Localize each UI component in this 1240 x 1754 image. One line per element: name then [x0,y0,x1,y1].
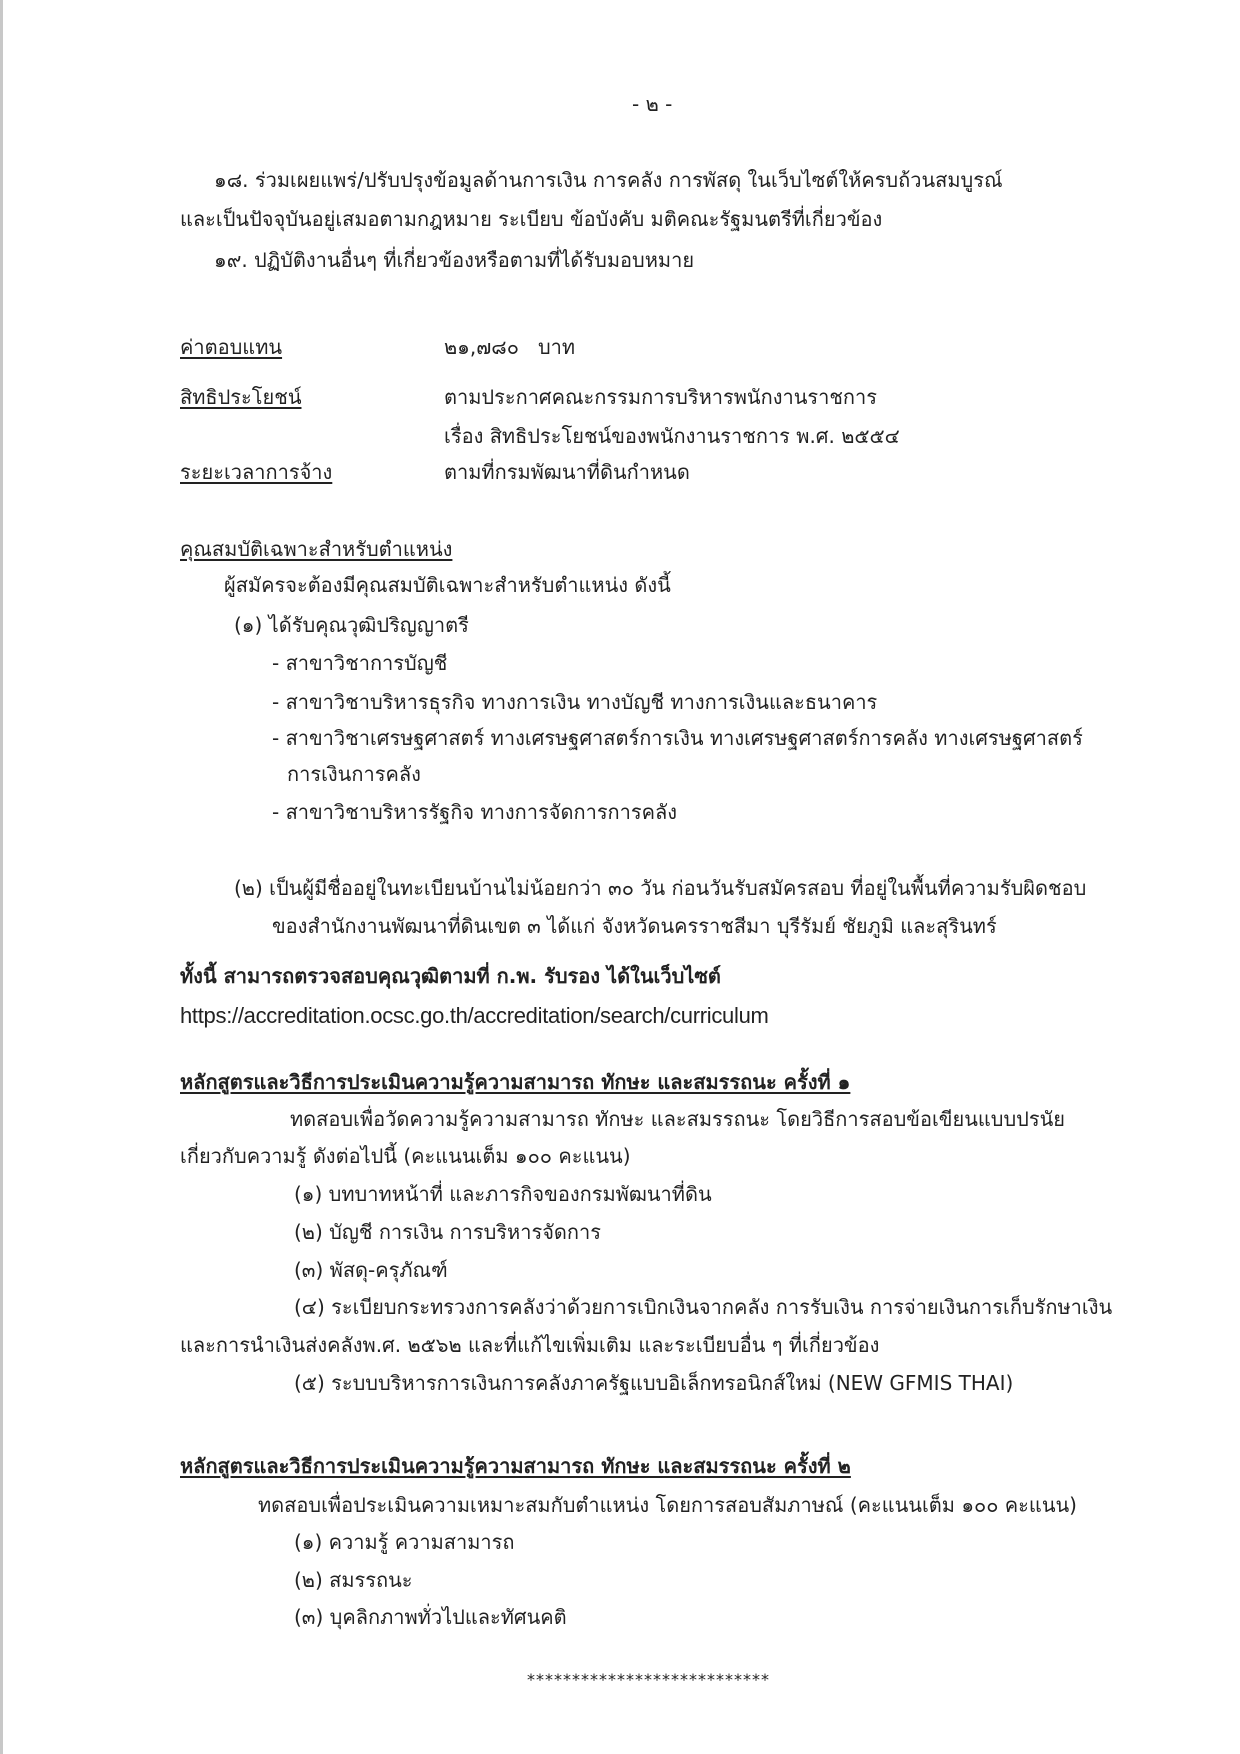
major-item-continuation: การเงินการคลัง [287,762,421,786]
qualifications-intro: ผู้สมัครจะต้องมีคุณสมบัติเฉพาะสำหรับตำแหน่ง ดังนี้ [224,573,671,597]
compensation-value: ๒๑,๗๘๐ บาท [444,335,576,359]
end-marker: *************************** [527,1670,770,1689]
major-item: - สาขาวิชาการบัญชี [272,651,448,675]
verify-note: ทั้งนี้ สามารถตรวจสอบคุณวุฒิตามที่ ก.พ. รับรอง ได้ในเว็บไซต์ [180,964,721,988]
round1-heading: หลักสูตรและวิธีการประเมินความรู้ความสามารถ ทักษะ และสมรรถนะ ครั้งที่ ๑ [180,1070,851,1094]
duty-item-18-line1: ๑๘. ร่วมเผยแพร่/ปรับปรุงข้อมูลด้านการเงิน การคลัง การพัสดุ ในเว็บไซต์ให้ครบถ้วนสมบูรณ์ [214,168,1003,192]
scan-edge [0,0,3,1754]
benefits-line1: ตามประกาศคณะกรรมการบริหารพนักงานราชการ [444,385,878,409]
major-item: - สาขาวิชาบริหารธุรกิจ ทางการเงิน ทางบัญชี ทางการเงินและธนาคาร [272,690,878,714]
qualifications-heading: คุณสมบัติเฉพาะสำหรับตำแหน่ง [180,537,453,561]
round1-topic: (๒) บัญชี การเงิน การบริหารจัดการ [294,1220,601,1244]
round1-intro-line1: ทดสอบเพื่อวัดความรู้ความสามารถ ทักษะ และสมรรถนะ โดยวิธีการสอบข้อเขียนแบบปรนัย [290,1107,1065,1131]
major-item: - สาขาวิชาบริหารรัฐกิจ ทางการจัดการการคลัง [272,800,678,824]
page-number: - ๒ - [632,92,673,116]
round2-topic: (๑) ความรู้ ความสามารถ [294,1530,515,1554]
accreditation-url[interactable]: https://accreditation.ocsc.go.th/accreditation/search/curriculum [180,1003,769,1028]
major-item: - สาขาวิชาเศรษฐศาสตร์ ทางเศรษฐศาสตร์การเงิน ทางเศรษฐศาสตร์การคลัง ทางเศรษฐศาสตร์ [272,726,1083,750]
round1-topic: (๕) ระบบบริหารการเงินการคลังภาครัฐแบบอิเล็กทรอนิกส์ใหม่ (NEW GFMIS THAI) [294,1371,1014,1395]
qualification-item-1: (๑) ได้รับคุณวุฒิปริญญาตรี [234,613,469,637]
round1-topic: (๓) พัสดุ-ครุภัณฑ์ [294,1258,448,1282]
duty-item-19: ๑๙. ปฏิบัติงานอื่นๆ ที่เกี่ยวข้องหรือตามที่ได้รับมอบหมาย [214,248,695,272]
qualification-item-2-line2: ของสำนักงานพัฒนาที่ดินเขต ๓ ได้แก่ จังหวัดนครราชสีมา บุรีรัมย์ ชัยภูมิ และสุรินทร์ [272,914,997,938]
round2-topic: (๓) บุคลิกภาพทั่วไปและทัศนคติ [294,1605,567,1629]
duty-item-18-line2: และเป็นปัจจุบันอยู่เสมอตามกฎหมาย ระเบียบ ข้อบังคับ มติคณะรัฐมนตรีที่เกี่ยวข้อง [180,207,883,231]
employment-period-label: ระยะเวลาการจ้าง [180,460,333,484]
qualification-item-2-line1: (๒) เป็นผู้มีชื่ออยู่ในทะเบียนบ้านไม่น้อยกว่า ๓๐ วัน ก่อนวันรับสมัครสอบ ที่อยู่ในพื้นที่ความรับผิดชอบ [234,876,1087,900]
round1-topic-continuation: และการนำเงินส่งคลังพ.ศ. ๒๕๖๒ และที่แก้ไขเพิ่มเติม และระเบียบอื่น ๆ ที่เกี่ยวข้อง [180,1333,880,1357]
round1-topic: (๑) บทบาทหน้าที่ และภารกิจของกรมพัฒนาที่ดิน [294,1182,712,1206]
benefits-label: สิทธิประโยชน์ [180,385,302,409]
round2-intro: ทดสอบเพื่อประเมินความเหมาะสมกับตำแหน่ง โดยการสอบสัมภาษณ์ (คะแนนเต็ม ๑๐๐ คะแนน) [258,1493,1077,1517]
round2-topic: (๒) สมรรถนะ [294,1568,413,1592]
benefits-line2: เรื่อง สิทธิประโยชน์ของพนักงานราชการ พ.ศ. ๒๕๕๔ [444,424,900,448]
round2-heading: หลักสูตรและวิธีการประเมินความรู้ความสามารถ ทักษะ และสมรรถนะ ครั้งที่ ๒ [180,1454,851,1478]
employment-period-value: ตามที่กรมพัฒนาที่ดินกำหนด [444,460,690,484]
compensation-label: ค่าตอบแทน [180,335,283,359]
round1-topic: (๔) ระเบียบกระทรวงการคลังว่าด้วยการเบิกเงินจากคลัง การรับเงิน การจ่ายเงินการเก็บรักษาเงิน [294,1295,1113,1319]
round1-intro-line2: เกี่ยวกับความรู้ ดังต่อไปนี้ (คะแนนเต็ม ๑๐๐ คะแนน) [180,1144,631,1168]
